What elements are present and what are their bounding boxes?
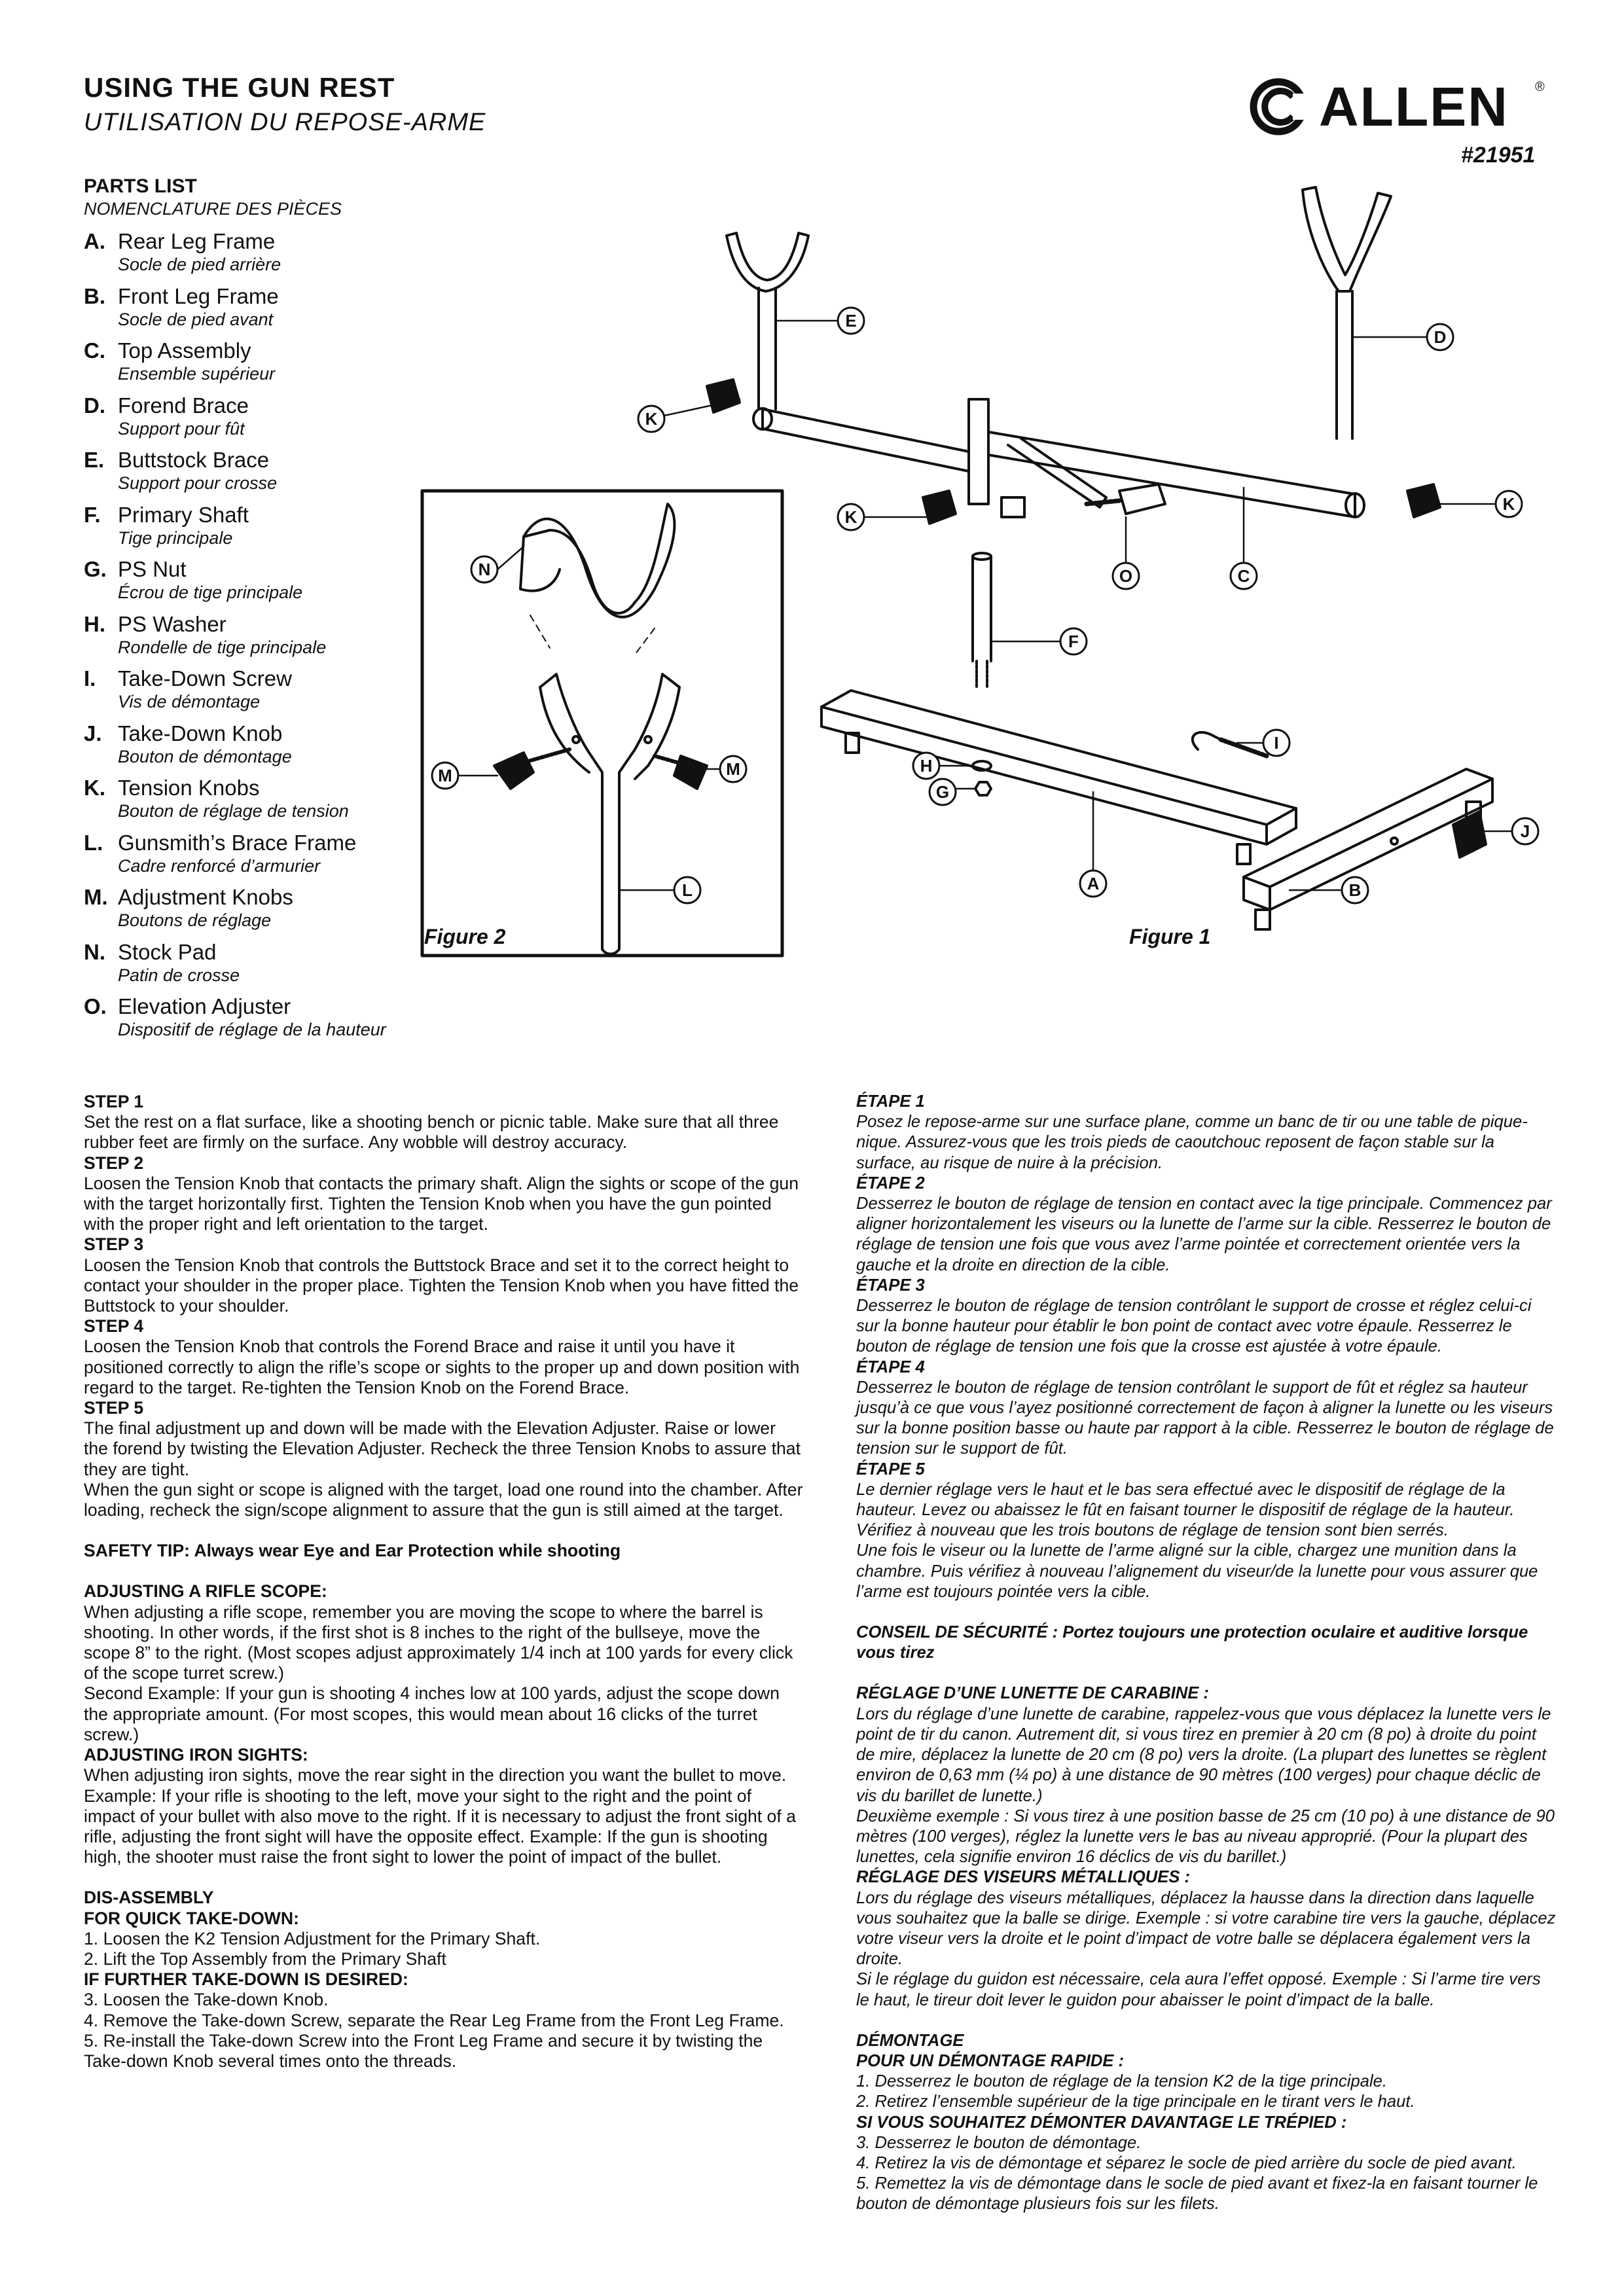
svg-text:J: J (1520, 821, 1530, 841)
part-letter: F. (84, 502, 101, 527)
part-letter: E. (84, 448, 105, 472)
step-3-text: Loosen the Tension Knob that controls the Buttstock Brace and set it to the correct height to contact your shoulder in the proper place. Tighten the Tension Knob when you have fitted the Buttstock to your shoulder. (84, 1255, 799, 1316)
etape-5-text-b: Une fois le viseur ou la lunette de l’arme aligné sur la cible, chargez une munition dans la chambre. Puis vérifiez à nouveau l’alignement du viseur/de la lunette pour vous assurer que l’arme est toujours pointée vers la cible. (856, 1541, 1538, 1601)
adjustment-knob-left-drawing (494, 749, 569, 789)
demontage-davantage-heading: SI VOUS SOUHAITEZ DÉMONTER DAVANTAGE LE TRÉPIED : (856, 2113, 1347, 2132)
callout-d (1427, 324, 1453, 350)
callout-b (1342, 877, 1368, 903)
further-step-5: 5. Re-install the Take-down Screw into the Front Leg Frame and secure it by twisting the Take-down Knob several times onto the threads. (84, 2030, 763, 2071)
scope-text-b: Second Example: If your gun is shooting 4 inches low at 100 yards, adjust the scope down the appropriate amount. (For most scopes, this would mean about 16 clicks of the turret screw.) (84, 1683, 780, 1744)
viseurs-heading: RÉGLAGE DES VISEURS MÉTALLIQUES : (856, 1868, 1191, 1887)
callout-l (674, 877, 700, 903)
part-name: PS Nut (118, 557, 187, 581)
allen-logo-icon (1247, 77, 1312, 136)
french-instructions (856, 1092, 1557, 2215)
step-3-heading: STEP 3 (84, 1234, 144, 1255)
part-name: Buttstock Brace (118, 448, 270, 472)
scope-text: When adjusting a rifle scope, remember you are moving the scope to where the barrel is shooting. In other words, if the first shot is 8 inches to the right of the bullseye, move the scope 8” to the right. (Most scopes adjust approximately 1/4 inch at 100 yards for every click of the scope turret screw.) (84, 1602, 793, 1683)
callout-k-3 (1496, 491, 1522, 517)
part-letter: N. (84, 939, 105, 964)
callout-g (929, 779, 956, 805)
callout-m-1 (432, 762, 458, 789)
etape-4-text: Desserrez le bouton de réglage de tension contrôlant le support de fût et réglez sa hauteur jusqu’à ce que vous l’ayez positionné correctement de façon à aligner la lunette ou les viseurs sur la bonne position basse ou haute par rapport à la cible. Resserrez le bouton de réglage de tension sur le support de fût. (856, 1378, 1554, 1458)
tension-knob-3-drawing (1407, 484, 1440, 517)
callout-k-2 (838, 504, 864, 530)
step-4-heading: STEP 4 (84, 1316, 144, 1336)
etape-2-heading: ÉTAPE 2 (856, 1174, 925, 1193)
callout-j (1512, 818, 1538, 844)
part-name: Take-Down Screw (118, 666, 292, 691)
etape-3-text: Desserrez le bouton de réglage de tension contrôlant le support de crosse et réglez celui-ci sur la bonne hauteur pour établir le bon point de contact avec votre épaule. Resserrez le bouton de réglage de tension une fois que la crosse est ajustée à votre épaule. (856, 1297, 1532, 1356)
step-2-heading: STEP 2 (84, 1153, 144, 1173)
part-letter: A. (84, 229, 105, 253)
callout-e (838, 308, 864, 334)
part-name: Elevation Adjuster (118, 994, 291, 1018)
viseurs-text: Lors du réglage des viseurs métalliques, déplacez la hausse dans la direction dans laquelle vous souhaitez que la balle se dirige. Exemple : si votre carabine tire vers la gauche, déplacez votre viseur vers la droite et le point d’impact de votre balle se déplacera également vers la droite. (856, 1888, 1556, 1969)
callout-h (913, 753, 939, 779)
page-subtitle: UTILISATION DU REPOSE-ARME (84, 109, 486, 136)
page-title: USING THE GUN REST (84, 72, 395, 103)
part-name: Primary Shaft (118, 502, 249, 527)
iron-sights-heading: ADJUSTING IRON SIGHTS: (84, 1745, 308, 1765)
scope-heading: ADJUSTING A RIFLE SCOPE: (84, 1581, 327, 1602)
step-5-heading: STEP 5 (84, 1398, 144, 1418)
svg-text:K: K (844, 507, 857, 527)
part-name: Take-Down Knob (118, 721, 283, 745)
part-name-fr: Support pour crosse (118, 473, 278, 493)
part-name-fr: Ensemble supérieur (118, 364, 276, 384)
svg-text:H: H (920, 756, 933, 776)
svg-text:N: N (478, 560, 491, 579)
safety-tip: SAFETY TIP: Always wear Eye and Ear Protection while shooting (84, 1541, 621, 1561)
model-number: #21951 (1461, 143, 1536, 168)
quick-takedown-heading: FOR QUICK TAKE-DOWN: (84, 1908, 299, 1928)
part-name-fr: Rondelle de tige principale (118, 637, 327, 657)
part-name: PS Washer (118, 611, 226, 636)
callout-n (471, 556, 497, 583)
part-name-fr: Support pour fût (118, 418, 245, 439)
svg-text:M: M (726, 759, 740, 779)
part-name: Gunsmith’s Brace Frame (118, 830, 357, 855)
svg-text:G: G (935, 782, 950, 802)
etape-2-text: Desserrez le bouton de réglage de tension en contact avec la tige principale. Commencez par aligner horizontalement les viseurs ou la lunette de l’arme sur la cible. Resserrez le bouton de réglage de tension une fois que vous avez l’arme pointée et correctement orientée vers la gauche et la droite en direction de la cible. (856, 1194, 1552, 1274)
etape-1-text: Posez le repose-arme sur une surface plane, comme un banc de tir ou une table de pique-nique. Assurez-vous que les trois pieds de caoutchouc reposent de façon stable sur la surface, au risque de nuire à la précision. (856, 1113, 1528, 1172)
primary-shaft-drawing (973, 553, 991, 687)
take-down-screw-drawing (1193, 732, 1267, 756)
svg-text:D: D (1434, 327, 1447, 347)
part-name-fr: Écrou de tige principale (118, 583, 303, 602)
svg-text:K: K (645, 409, 658, 429)
part-name: Front Leg Frame (118, 283, 279, 308)
further-takedown-heading: IF FURTHER TAKE-DOWN IS DESIRED: (84, 1969, 408, 1990)
tension-knob-1-drawing (707, 380, 740, 412)
demontage-step-1: 1. Desserrez le bouton de réglage de la tension K2 de la tige principale. (856, 2072, 1387, 2091)
demontage-heading: DÉMONTAGE (856, 2031, 964, 2050)
step-2-text: Loosen the Tension Knob that contacts the primary shaft. Align the sights or scope of the gun with the target horizontally first. Tighten the Tension Knob when you have the gun pointed with the proper right and left orientation to the target. (84, 1173, 799, 1234)
callout-i (1263, 730, 1290, 756)
part-name-fr: Socle de pied arrière (118, 255, 281, 274)
part-name: Forend Brace (118, 393, 249, 418)
step-1-text: Set the rest on a flat surface, like a shooting bench or picnic table. Make sure that all three rubber feet are firmly on the surface. Any wobble will destroy accuracy. (84, 1112, 779, 1153)
part-letter: D. (84, 393, 105, 418)
forend-brace-drawing (1303, 187, 1391, 439)
part-letter: H. (84, 611, 105, 636)
svg-text:M: M (438, 766, 452, 785)
iron-sights-text: When adjusting iron sights, move the rear sight in the direction you want the bullet to move. Example: If your rifle is shooting to the left, move your sight to the right and the point of impact of your bullet with also move to the right. If it is necessary to adjust the front sight of a rifle, adjusting the front sight will have the opposite effect. Example: If the gun is shooting high, the shooter must raise the front sight to lower the point of impact of the bullet. (84, 1765, 796, 1867)
etape-5-heading: ÉTAPE 5 (856, 1460, 925, 1479)
demontage-rapide-heading: POUR UN DÉMONTAGE RAPIDE : (856, 2051, 1125, 2070)
svg-text:I: I (1274, 733, 1279, 753)
lunette-heading: RÉGLAGE D’UNE LUNETTE DE CARABINE : (856, 1684, 1209, 1703)
svg-text:E: E (845, 311, 857, 331)
part-name-fr: Bouton de démontage (118, 746, 292, 766)
part-name-fr: Vis de démontage (118, 692, 261, 711)
etape-5-text: Le dernier réglage vers le haut et le bas sera effectué avec le dispositif de réglage de la hauteur. Levez ou abaissez le fût en faisant tourner le dispositif de réglage de la hauteur. Vérifiez à nouveau que les trois boutons de réglage de tension sont bien serrés. (856, 1480, 1515, 1540)
lunette-text: Lors du réglage d’une lunette de carabine, rappelez-vous que vous déplacez la lunette vers le point de tir du canon. Autrement dit, si vous tirez en premier à 20 cm (8 po) à droite du point de mire, déplacez la lunette de 20 cm (8 po) vers la droite. (La plupart des lunettes se règlent environ de 0,63 mm (¼ po) à une distance de 90 mètres (100 verges) pour chaque déclic de vis du barillet de lunette.) (856, 1704, 1551, 1805)
parts-list-heading-fr: NOMENCLATURE DES PIÈCES (84, 199, 342, 219)
top-assembly-drawing (753, 399, 1364, 517)
step-1-heading: STEP 1 (84, 1092, 144, 1111)
svg-text:O: O (1119, 566, 1133, 586)
adjustment-knob-right-drawing (655, 756, 707, 789)
part-letter: M. (84, 885, 108, 909)
part-name-fr: Patin de crosse (118, 965, 240, 985)
svg-text:L: L (682, 880, 693, 900)
callout-o (1113, 563, 1139, 589)
callout-c (1231, 563, 1257, 589)
further-step-3: 3. Loosen the Take-down Knob. (84, 1990, 329, 2010)
callout-f (1060, 628, 1087, 655)
part-name: Stock Pad (118, 939, 217, 964)
part-name-fr: Boutons de réglage (118, 910, 272, 930)
gunsmith-brace-frame-drawing (540, 674, 679, 954)
part-letter: I. (84, 666, 96, 691)
step-5-text: The final adjustment up and down will be made with the Elevation Adjuster. Raise or lower the forend by twisting the Elevation Adjuster. Recheck the three Tension Knobs to assure that they are tight. (84, 1418, 801, 1479)
part-name-fr: Dispositif de réglage de la hauteur (118, 1020, 386, 1039)
svg-text:B: B (1348, 880, 1362, 900)
brand-name: ALLEN (1319, 76, 1509, 137)
part-letter: L. (84, 830, 103, 855)
viseurs-text-b: Si le réglage du guidon est nécessaire, cela aura l’effet opposé. Exemple : Si l’arme tire vers le haut, le tireur doit lever le guidon pour abaisser le point d’impact de la balle. (856, 1970, 1541, 2009)
disassembly-heading: DIS-ASSEMBLY (84, 1888, 214, 1908)
figure-2-caption: Figure 2 (424, 925, 506, 948)
svg-text:F: F (1068, 632, 1079, 651)
demontage-step-2: 2. Retirez l’ensemble supérieur de la tige principale en le tirant vers le haut. (856, 2092, 1415, 2111)
part-name: Rear Leg Frame (118, 229, 276, 253)
part-name: Tension Knobs (118, 776, 260, 800)
part-name-fr: Bouton de réglage de tension (118, 801, 349, 821)
demontage-step-3: 3. Desserrez le bouton de démontage. (856, 2133, 1142, 2152)
svg-text:K: K (1502, 494, 1515, 514)
part-letter: B. (84, 283, 105, 308)
front-leg-frame-drawing (1244, 769, 1492, 929)
part-letter: G. (84, 557, 107, 581)
part-letter: O. (84, 994, 107, 1018)
conseil-securite: CONSEIL DE SÉCURITÉ : Portez toujours une protection oculaire et auditive lorsque vous tirez (856, 1623, 1528, 1662)
stock-pad-drawing (520, 504, 674, 655)
callout-m-2 (720, 756, 746, 782)
rear-leg-frame-drawing (821, 691, 1296, 864)
etape-4-heading: ÉTAPE 4 (856, 1357, 925, 1376)
step-5-text-b: When the gun sight or scope is aligned with the target, load one round into the chamber. After loading, recheck the sign/scope alignment to assure that the gun is still aimed at the target. (84, 1479, 803, 1520)
part-letter: C. (84, 338, 105, 363)
etape-1-heading: ÉTAPE 1 (856, 1092, 925, 1111)
tension-knob-2-drawing (923, 491, 956, 524)
quick-step-2: 2. Lift the Top Assembly from the Primary Shaft (84, 1948, 446, 1969)
svg-text:A: A (1087, 874, 1100, 893)
callout-k-1 (638, 406, 664, 432)
part-letter: J. (84, 721, 102, 745)
english-instructions (84, 1092, 804, 2072)
callout-a (1080, 870, 1106, 897)
etape-3-heading: ÉTAPE 3 (856, 1276, 925, 1295)
further-step-4: 4. Remove the Take-down Screw, separate the Rear Leg Frame from the Front Leg Frame. (84, 2010, 784, 2030)
parts-list-heading: PARTS LIST (84, 175, 197, 197)
figure-1-caption: Figure 1 (1129, 925, 1211, 948)
demontage-step-5: 5. Remettez la vis de démontage dans le socle de pied avant et fixez-la en faisant tourner le bouton de démontage plusieurs fois sur les filets. (856, 2174, 1538, 2214)
allen-logo (1247, 77, 1548, 136)
part-name: Top Assembly (118, 338, 251, 363)
callout-leaders (458, 321, 1512, 890)
assembly-diagram (393, 164, 1571, 1014)
part-name-fr: Cadre renforcé d’armurier (118, 855, 321, 876)
part-name: Adjustment Knobs (118, 885, 293, 909)
ps-nut-drawing (975, 782, 991, 795)
svg-text:C: C (1237, 566, 1250, 586)
lunette-text-b: Deuxième exemple : Si vous tirez à une position basse de 25 cm (10 po) à une distance de 90 mètres (100 verges), réglez la lunette vers le bas au niveau approprié. (Pour la plupart des lunettes, cela signifie environ 16 déclics de vis du barillet.) (856, 1806, 1555, 1867)
quick-step-1: 1. Loosen the K2 Tension Adjustment for the Primary Shaft. (84, 1928, 541, 1948)
registered-icon: ® (1535, 80, 1545, 94)
step-4-text: Loosen the Tension Knob that controls the Forend Brace and raise it until you have it positioned correctly to align the rifle’s scope or sights to the proper up and down position with regard to the target. Re-tighten the Tension Knob on the Forend Brace. (84, 1336, 800, 1397)
part-letter: K. (84, 776, 105, 800)
part-name-fr: Socle de pied avant (118, 309, 274, 329)
demontage-step-4: 4. Retirez la vis de démontage et séparez le socle de pied arrière du socle de pied avant. (856, 2153, 1517, 2172)
part-name-fr: Tige principale (118, 528, 233, 548)
